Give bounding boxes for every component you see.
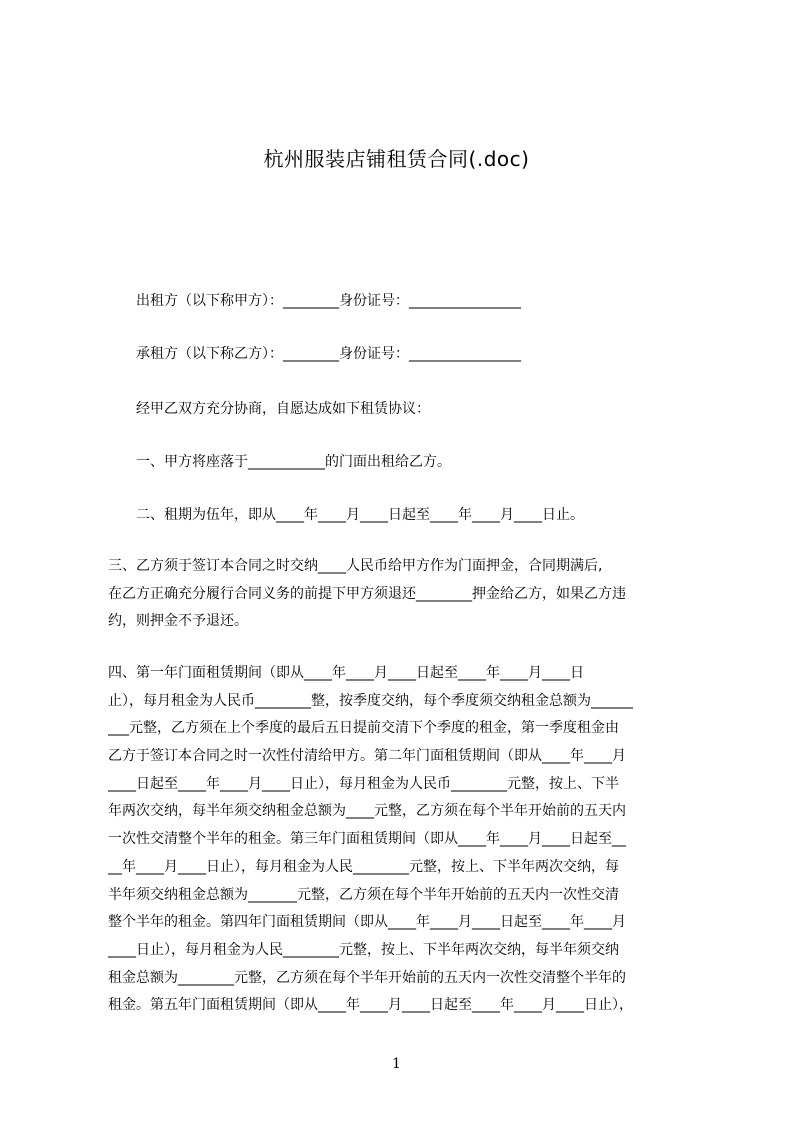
clause-3-line: 三、乙方须于签订本合同之时交纳____人民币给甲方作为门面押金，合同期满后, — [108, 558, 603, 574]
clause-3 — [108, 553, 700, 636]
clause-4-line: ___元整，乙方须在上个季度的最后五日提前交清下个季度的租金，第一季度租金由 — [108, 720, 619, 737]
page-number: 1 — [392, 1056, 401, 1072]
clause-4-line: ____日起至____年____月____日止），每月租金为人民币________元整，按上、下半 — [108, 775, 619, 792]
clause-4-line: 租金。第五年门面租赁期间（即从____年____月____日起至____年____月____日止）， — [108, 997, 633, 1014]
clause-4-line: ____日止），每月租金为人民________元整，按上、下半年两次交纳，每半年须交纳 — [108, 941, 619, 958]
document-title: 杭州服装店铺租赁合同(.doc) — [263, 147, 530, 171]
clause-2: 二、租期为伍年，即从____年____月____日起至____年____月____日止。 — [136, 507, 584, 523]
clause-4-line: __年____月____日止），每月租金为人民________元整，按上、下半年两次交纳，每 — [108, 858, 619, 875]
lessor-line: 出租方（以下称甲方）：________身份证号：________________ — [136, 293, 521, 309]
clause-4-line: 年两次交纳，每半年须交纳租金总额为____元整，乙方须在每个半年开始前的五天内 — [108, 803, 626, 820]
clause-3-line: 约，则押金不予退还。 — [108, 613, 248, 630]
clause-4-line: 半年须交纳租金总额为_______元整，乙方须在每个半年开始前的五天内一次性交清 — [108, 886, 619, 903]
lessee-line: 承租方（以下称乙方）：________身份证号：________________ — [136, 346, 521, 362]
clause-4-line: 乙方于签订本合同之时一次性付清给甲方。第二年门面租赁期间（即从____年____月 — [108, 748, 626, 765]
clause-3-line: 在乙方正确充分履行合同义务的前提下甲方须退还________押金给乙方，如果乙方违 — [108, 585, 626, 602]
clause-4 — [108, 660, 700, 1020]
clause-4-line: 止），每月租金为人民币________整，按季度交纳，每个季度须交纳租金总额为______ — [108, 692, 633, 709]
intro-line: 经甲乙双方充分协商，自愿达成如下租赁协议： — [136, 401, 430, 417]
clause-4-line: 一次性交清整个半年的租金。第三年门面租赁期间（即从____年____月____日起至__ — [108, 831, 626, 848]
clause-4-line: 租金总额为________元整，乙方须在每个半年开始前的五天内一次性交清整个半年的 — [108, 969, 626, 986]
clause-4-line: 四、第一年门面租赁期间（即从____年____月____日起至____年____月____日 — [108, 665, 584, 681]
clause-4-line: 整个半年的租金。第四年门面租赁期间（即从____年____月____日起至____年____月 — [108, 914, 626, 931]
clause-1: 一、甲方将座落于___________的门面出租给乙方。 — [136, 454, 451, 470]
